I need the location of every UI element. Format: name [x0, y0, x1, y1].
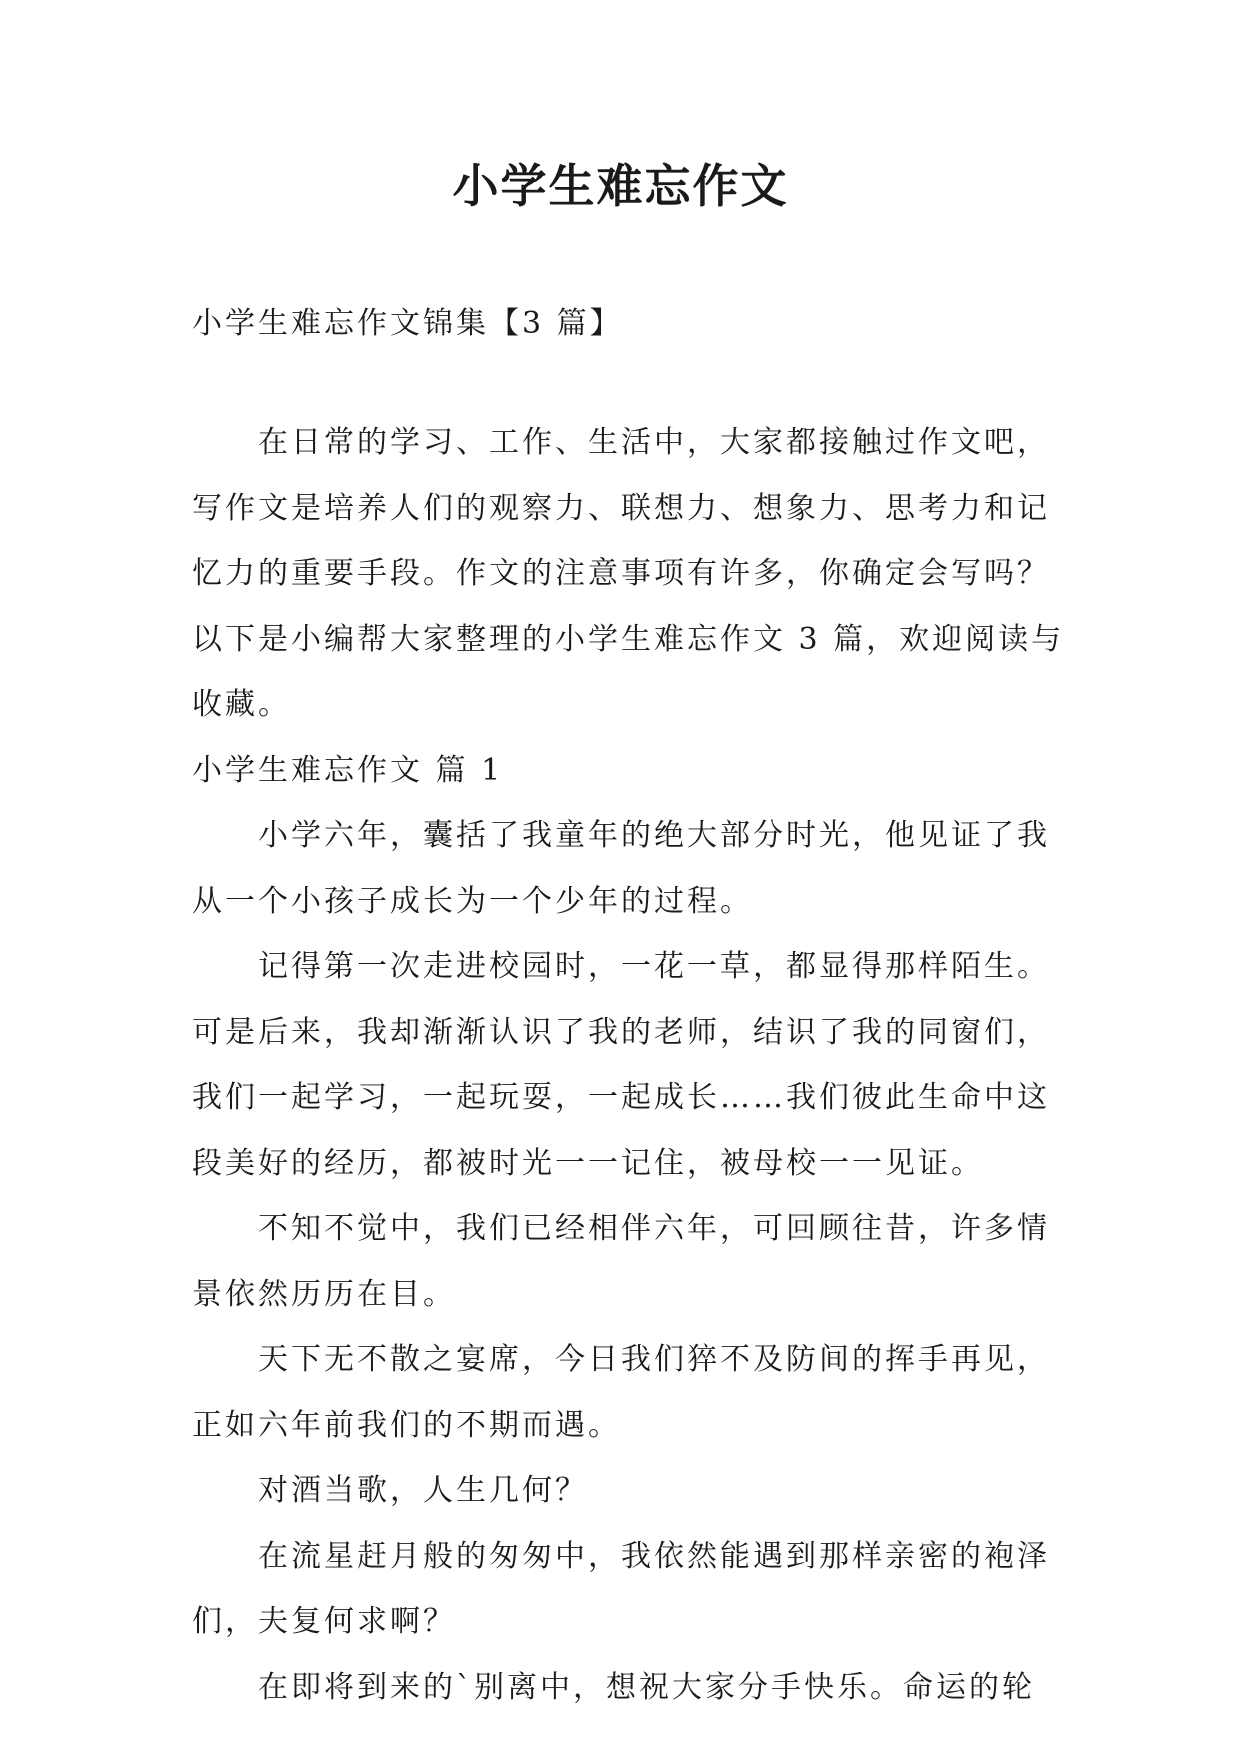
body-text-line: 写作文是培养人们的观察力、联想力、想象力、思考力和记	[192, 490, 1050, 526]
body-text-line: 记得第一次走进校园时，一花一草，都显得那样陌生。	[258, 949, 1050, 984]
body-text-line: 从一个小孩子成长为一个少年的过程。	[192, 883, 753, 919]
body-text-line: 小学生难忘作文 篇 1	[192, 752, 504, 788]
body-text-line: 不知不觉中，我们已经相伴六年，可回顾往昔，许多情	[258, 1211, 1050, 1246]
body-text-line: 在即将到来的`别离中，想祝大家分手快乐。命运的轮	[258, 1669, 1035, 1705]
page-title: 小学生难忘作文	[452, 159, 789, 213]
body-text-line: 在流星赶月般的匆匆中，我依然能遇到那样亲密的袍泽	[258, 1538, 1050, 1574]
body-text-line: 小学六年，囊括了我童年的绝大部分时光，他见证了我	[258, 818, 1050, 853]
body-text-line: 正如六年前我们的不期而遇。	[192, 1407, 621, 1443]
body-text-line: 景依然历历在目。	[192, 1276, 456, 1312]
document-body	[192, 410, 1065, 1720]
body-text-line: 段美好的经历，都被时光一一记住，被母校一一见证。	[192, 1145, 984, 1181]
document-subtitle: 小学生难忘作文锦集【3 篇】	[192, 306, 623, 341]
body-text-line: 以下是小编帮大家整理的小学生难忘作文 3 篇，欢迎阅读与	[192, 621, 1065, 657]
body-text-line: 对酒当歌，人生几何？	[258, 1473, 588, 1508]
body-text-line: 我们一起学习，一起玩耍，一起成长……我们彼此生命中这	[192, 1080, 1050, 1115]
body-text-line: 们，夫复何求啊？	[192, 1604, 456, 1639]
body-text-line: 收藏。	[192, 687, 291, 722]
body-text-line: 天下无不散之宴席，今日我们猝不及防间的挥手再见，	[258, 1342, 1050, 1377]
body-text-line: 在日常的学习、工作、生活中，大家都接触过作文吧，	[258, 425, 1050, 460]
body-text-line: 可是后来，我却渐渐认识了我的老师，结识了我的同窗们，	[192, 1014, 1050, 1050]
body-text-line: 忆力的重要手段。作文的注意事项有许多，你确定会写吗？	[192, 556, 1050, 591]
